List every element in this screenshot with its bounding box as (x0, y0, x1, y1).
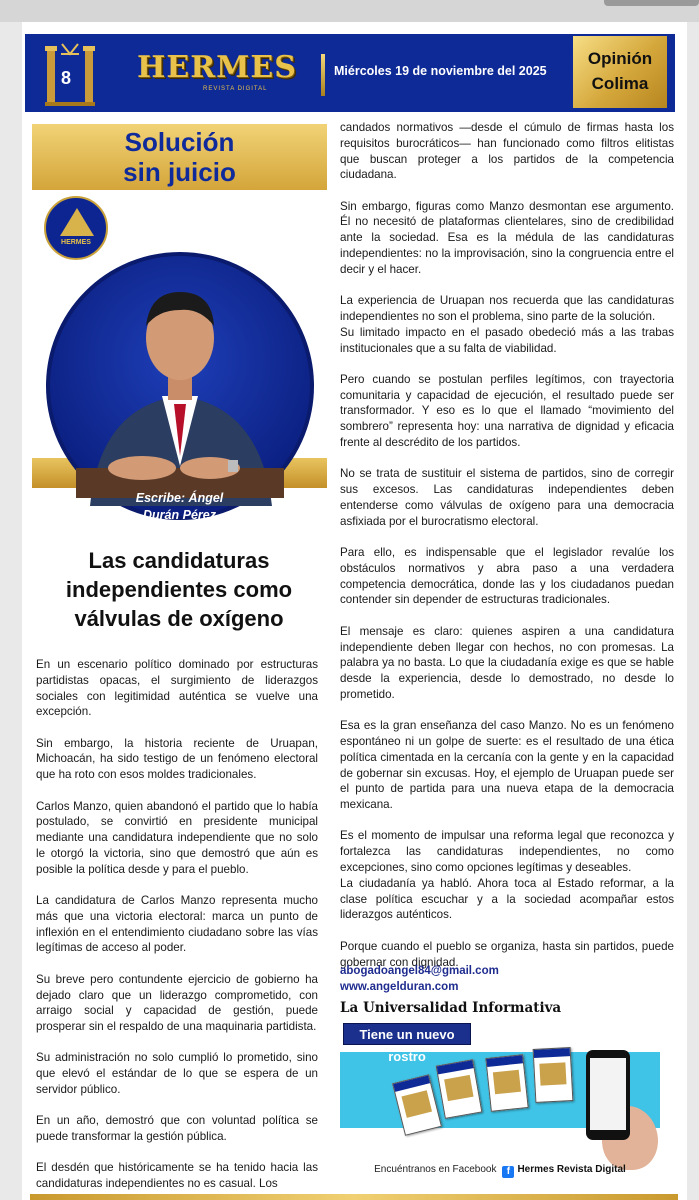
magazine-tagline: La Universalidad Informativa (340, 1000, 562, 1016)
page-number: 8 (61, 68, 72, 88)
promo-banner (340, 1022, 660, 1182)
section-label-line1: Opinión (587, 49, 653, 68)
article-paragraph: La ciudadanía ya habló. Ahora toca al Estado reformar, a la clase política escuchar y a la sociedad acompañar estos liderazgos auténticos. (340, 876, 674, 922)
author-email-link[interactable]: abogadoangel84@gmail.com (340, 965, 499, 977)
facebook-icon: f (502, 1166, 514, 1178)
article-left-column (36, 657, 318, 1200)
magazine-cover-image (485, 1054, 528, 1112)
article-paragraph: No se trata de sustituir el sistema de partidos, sino de corregir sus excesos. Las candidaturas independientes deben entenderse como válvulas de oxígeno para una democracia asfixiada por el burocratismo electoral. (340, 467, 674, 528)
magazine-cover-image (533, 1047, 574, 1103)
article-paragraph: Pero cuando se postulan perfiles legítimos, con trayectoria comunitaria y capacidad de ejecución, el resultado puede ser transformador. Y eso es lo que el llamado “movimiento del sombrero” representa hoy: una narrativa de dignidad y eficacia frente al descrédito de los partidos. (340, 372, 674, 450)
article-paragraph: Para ello, es indispensable que el legislador revalúe los obstáculos normativos y abra paso a una verdadera competencia democrática, donde las y los ciudadanos puedan contender sin depender de estructuras tradicionales. (340, 546, 674, 607)
article-paragraph: candados normativos —desde el cúmulo de firmas hasta los requisitos burocráticos— han funcionado como filtros elitistas que buscan proteger a los partidos de la competencia ciudadana. (340, 121, 674, 182)
column-title-line2: sin juicio (123, 157, 236, 187)
column-title (32, 124, 327, 190)
author-photo-area (32, 190, 327, 555)
author-byline-line2: Durán Pérez (143, 508, 216, 522)
hermes-badge-emblem-icon (60, 208, 94, 236)
magazine-page (22, 22, 687, 1200)
facebook-page-link[interactable]: Hermes Revista Digital (517, 1164, 626, 1175)
browser-top-strip (0, 0, 699, 22)
issue-date: Miércoles 19 de noviembre del 2025 (334, 64, 547, 78)
author-byline-line1: Escribe: Ángel (135, 491, 224, 505)
author-website-link[interactable]: www.angelduran.com (340, 981, 459, 993)
hermes-badge (44, 196, 108, 260)
article-paragraph: Es el momento de impulsar una reforma legal que reconozca y fortalezca las candidaturas independientes, no como excepciones, sino como opciones legítimas y deseables. (340, 829, 674, 875)
column-title-line1: Solución (124, 127, 235, 157)
article-paragraph: El mensaje es claro: quienes aspiren a una candidatura independiente deben llegar con hechos, no con promesas. La palabra ya no basta. Lo que la ciudadanía exige es que se hable desde la experiencia, desde lo demostrado, no desde lo prometido. (340, 624, 674, 701)
page-header (25, 34, 675, 112)
top-strip-bar (604, 0, 699, 6)
bottom-gold-rule (30, 1194, 678, 1200)
author-contact (340, 963, 499, 995)
article-paragraph: Esa es la gran enseñanza del caso Manzo. No es un fenómeno espontáneo ni un golpe de suerte: es el resultado de una ética política cimentada en la cercanía con la gente y en la capacidad de gobernar sin excusas. Hoy, el ejemplo de Uruapan puede ser el punto de partida para una nueva etapa de la democracia mexicana. (340, 719, 674, 812)
article-paragraph: En un año, demostró que con voluntad política se puede transformar la gestión pública. (36, 1114, 318, 1144)
article-paragraph: Carlos Manzo, quien abandonó el partido que lo había postulado, se convirtió en presidente municipal mediante una candidatura independiente que no solo le otorgó la victoria, sino que demostró que aún es posible la política desde y para el pueblo. (36, 799, 318, 876)
facebook-line (340, 1164, 660, 1178)
article-paragraph: Sin embargo, figuras como Manzo desmontan ese argumento. Él no necesitó de plataformas clientelares, sino de credibilidad ante la sociedad. Esa es la médula de las candidaturas independientes: no la improvisación, sino la congruencia entre el decir y el hacer. (340, 199, 674, 276)
smartphone-image (586, 1050, 630, 1140)
header-divider (321, 54, 325, 96)
article-headline: Las candidaturas independientes como válvulas de oxígeno (65, 548, 293, 631)
facebook-prefix: Encuéntranos en Facebook (374, 1164, 497, 1175)
article-paragraph: En un escenario político dominado por estructuras partidistas opacas, el surgimiento de liderazgos sociales con legitimidad auténtica se vuelve una excepción. (36, 658, 318, 719)
section-label (573, 36, 667, 108)
article-paragraph: Su breve pero contundente ejercicio de gobierno ha dejado claro que un liderazgo comprometido, con arraigo social y capacidad de gestión, puede prosperar sin el respaldo de una maquinaria partidista. (36, 972, 318, 1034)
promo-headline: Tiene un nuevo rostro (343, 1023, 471, 1045)
author-byline (92, 490, 267, 524)
article-paragraph: Sin embargo, la historia reciente de Uruapan, Michoacán, ha sido testigo de un fenómeno electoral que ha roto con esos moldes tradicionales. (36, 736, 318, 782)
hermes-logo-subtitle: REVISTA DIGITAL (203, 86, 268, 92)
article-paragraph: Su administración no solo cumplió lo prometido, sino que elevó el estándar de lo que se espera de un servidor público. (36, 1051, 318, 1097)
masonic-emblem (45, 40, 95, 108)
article-paragraph: La experiencia de Uruapan nos recuerda que las candidaturas independientes no son el problema, sino parte de la solución. (340, 294, 674, 323)
section-label-line2: Colima (591, 74, 649, 93)
hermes-badge-text: HERMES (61, 239, 91, 246)
article-paragraph: La candidatura de Carlos Manzo representa mucho más que una victoria electoral: marca un punto de inflexión en el entendimiento ciudadano sobre las vías legítimas de acceso al poder. (36, 894, 318, 955)
author-portrait (50, 256, 310, 516)
article-paragraph: Porque cuando el pueblo se organiza, hasta sin partidos, puede gobernar con dignidad. (340, 939, 674, 969)
hermes-logo: HERMES (137, 50, 297, 85)
article-paragraph: Su limitado impacto en el pasado obedeció más a las trabas institucionales que a su falta de viabilidad. (340, 325, 674, 355)
article-right-column (340, 120, 674, 986)
author-photo-circle (46, 252, 314, 520)
article-paragraph: El desdén que históricamente se ha tenido hacia las candidaturas independientes no es casual. Los (36, 1161, 318, 1191)
